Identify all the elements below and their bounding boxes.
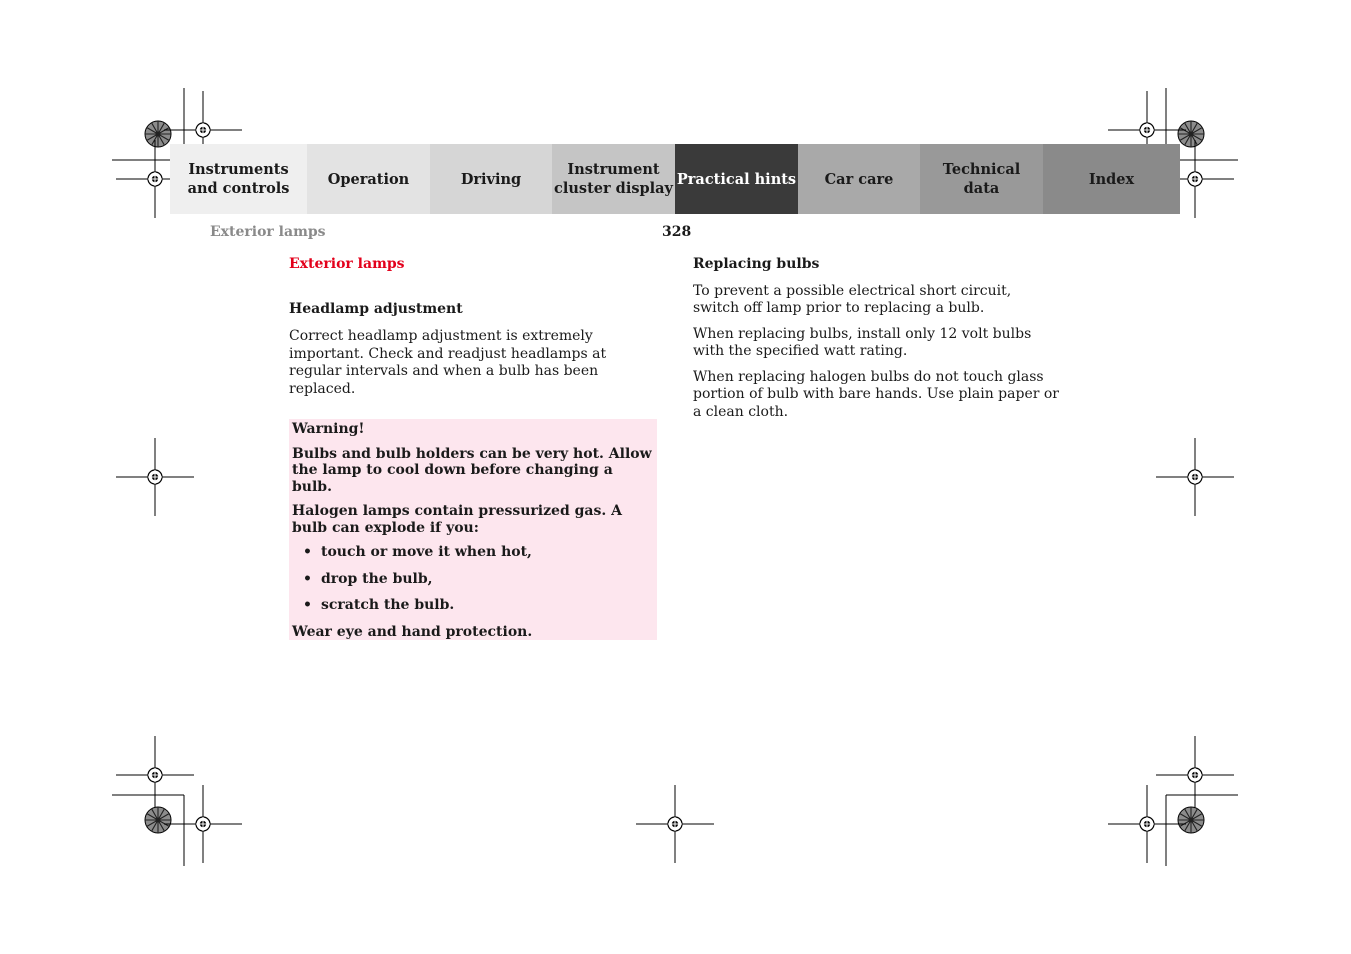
heading-headlamp-adjustment: Headlamp adjustment	[289, 300, 463, 317]
bullet-icon: •	[303, 597, 312, 613]
list-item	[292, 571, 654, 588]
paragraph-headlamp: Correct headlamp adjustment is extremely important. Check and readjust headlamps at regular intervals and when a bulb has been replaced.	[289, 328, 607, 397]
bullet-icon: •	[303, 570, 312, 587]
tab-technical-data[interactable]	[920, 144, 1043, 214]
warning-paragraph: Halogen lamps contain pressurized gas. A bulb can explode if you:	[292, 503, 622, 536]
tab-instruments-and-controls[interactable]	[170, 144, 307, 214]
tab-label: Instruments and controls	[187, 161, 290, 197]
tab-label: Technical data	[942, 161, 1021, 197]
tab-label: Instrument cluster display	[554, 161, 673, 197]
tab-index[interactable]	[1043, 144, 1180, 214]
bullet-icon: •	[303, 544, 312, 560]
tab-label: Car care	[824, 170, 894, 188]
heading-replacing-bulbs: Replacing bulbs	[693, 256, 820, 272]
page-number: 328	[662, 224, 692, 240]
list-item	[292, 597, 654, 614]
warning-list	[292, 544, 654, 614]
tab-driving[interactable]	[430, 144, 552, 214]
chapter-tab-bar	[170, 144, 1180, 214]
left-column	[289, 256, 657, 646]
list-item-text: drop the bulb,	[321, 570, 433, 587]
paragraph: When replacing halogen bulbs do not touch glass portion of bulb with bare hands. Use plain paper or a clean cloth.	[693, 368, 1059, 420]
tab-label: Index	[1088, 170, 1135, 188]
running-title: Exterior lamps	[210, 224, 326, 240]
tab-label: Operation	[327, 170, 410, 188]
tab-car-care[interactable]	[798, 144, 920, 214]
paragraph: To prevent a possible electrical short circuit, switch off lamp prior to replacing a bulb.	[693, 282, 1012, 316]
paragraph: When replacing bulbs, install only 12 volt bulbs with the specified watt rating.	[693, 325, 1032, 359]
warning-closing: Wear eye and hand protection.	[292, 623, 533, 640]
tab-label: Driving	[460, 170, 522, 188]
tab-practical-hints[interactable]	[675, 144, 798, 214]
list-item	[292, 544, 654, 561]
tab-instrument-cluster-display[interactable]	[552, 144, 675, 214]
warning-paragraph: Bulbs and bulb holders can be very hot. Allow the lamp to cool down before changing a bulb.	[292, 445, 652, 495]
warning-title: Warning!	[292, 421, 365, 437]
right-column	[693, 256, 1061, 421]
tab-label: Practical hints	[676, 170, 797, 188]
list-item-text: scratch the bulb.	[321, 597, 455, 613]
list-item-text: touch or move it when hot,	[321, 544, 532, 560]
warning-box	[289, 419, 657, 640]
tab-operation[interactable]	[307, 144, 430, 214]
section-title: Exterior lamps	[289, 256, 405, 272]
